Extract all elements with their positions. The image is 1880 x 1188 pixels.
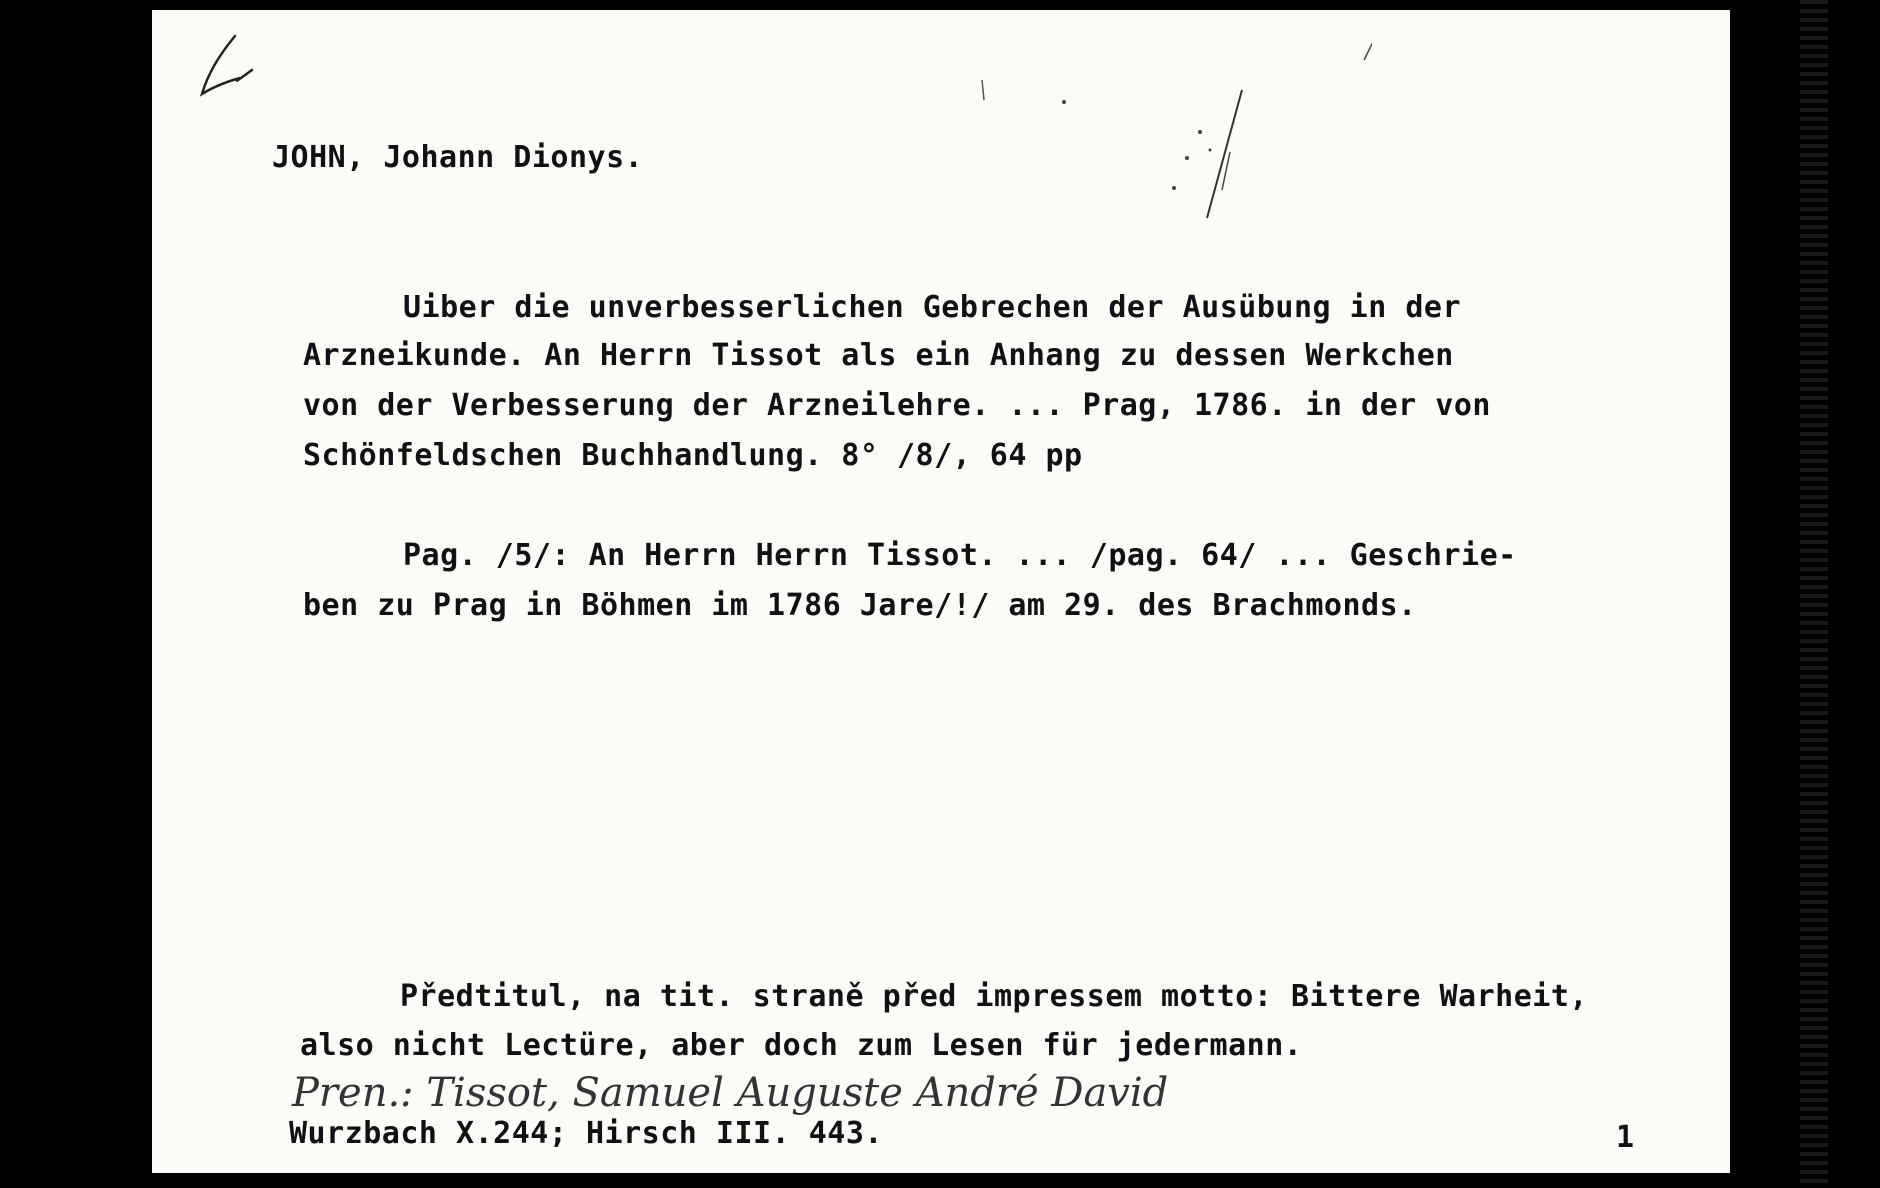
note-line-1: Předtitul, na tit. straně před impressem motto: Bittere Warheit, — [400, 979, 1588, 1014]
stray-pencil-marks — [952, 40, 1372, 240]
card-number: 1 — [1616, 1120, 1635, 1155]
title-line-3: von der Verbesserung der Arzneilehre. ... Prag, 1786. in der von — [303, 388, 1491, 423]
handwritten-note: Pren.: Tissot, Samuel Auguste André David — [292, 1070, 1169, 1116]
film-edge-strip — [1800, 0, 1828, 1188]
title-line-1: Uiber die unverbesserlichen Gebrechen der Ausübung in der — [403, 290, 1462, 325]
handwritten-initial-mark — [190, 26, 270, 106]
references: Wurzbach X.244; Hirsch III. 443. — [289, 1116, 883, 1151]
pagination-line-1: Pag. /5/: An Herrn Herrn Tissot. ... /pag. 64/ ... Geschrie- — [403, 538, 1517, 573]
catalog-card — [152, 10, 1730, 1173]
title-line-2: Arzneikunde. An Herrn Tissot als ein Anhang zu dessen Werkchen — [303, 338, 1454, 373]
card-heading: JOHN, Johann Dionys. — [272, 140, 644, 175]
pagination-line-2: ben zu Prag in Böhmen im 1786 Jare/!/ am 29. des Brachmonds. — [303, 588, 1417, 623]
note-line-2: also nicht Lectüre, aber doch zum Lesen für jedermann. — [300, 1028, 1303, 1063]
title-line-4: Schönfeldschen Buchhandlung. 8° /8/, 64 pp — [303, 438, 1083, 473]
